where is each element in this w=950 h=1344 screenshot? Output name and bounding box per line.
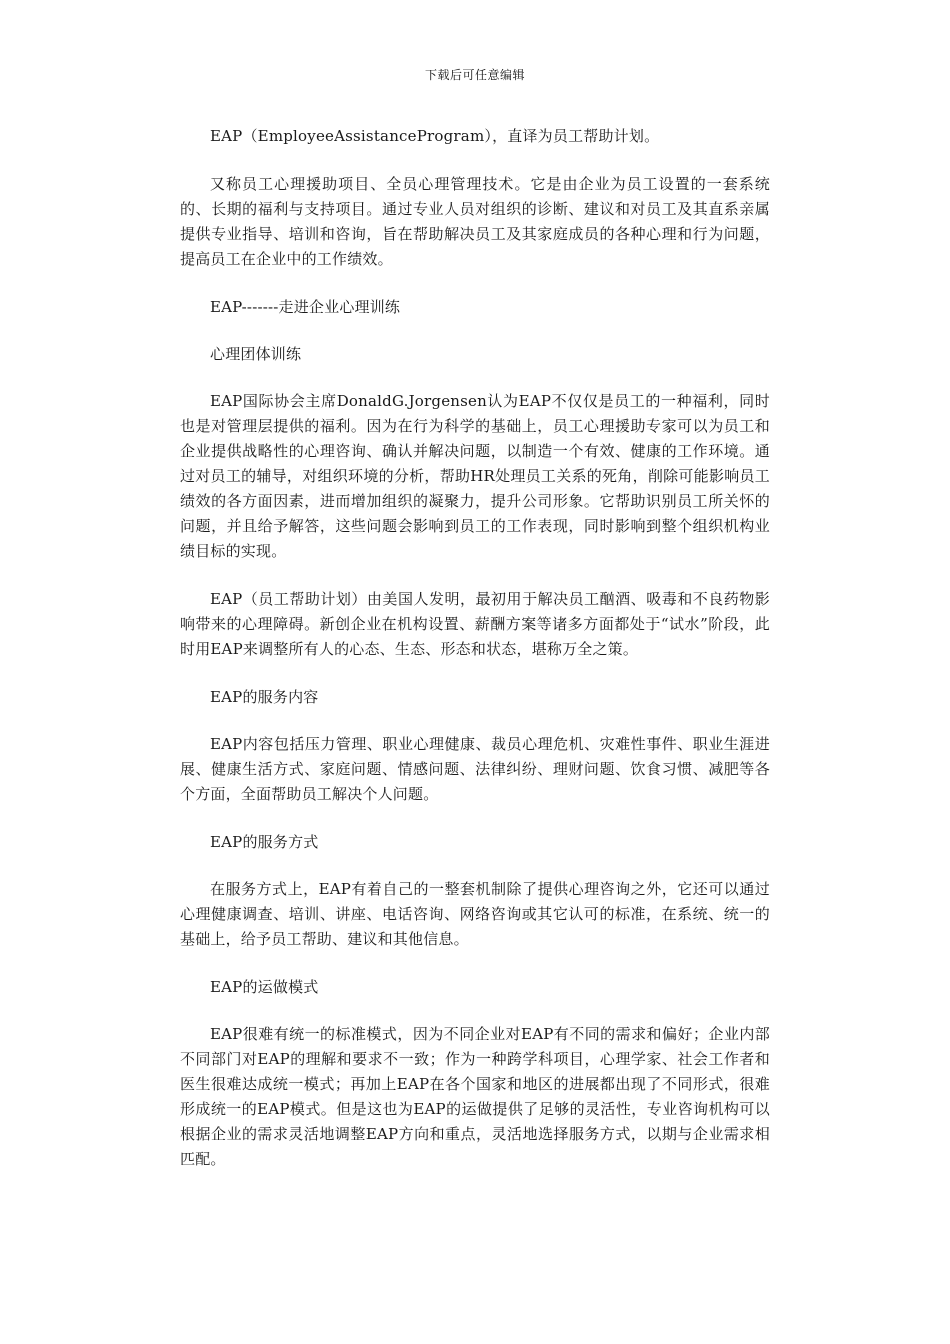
section-heading-service-method: EAP的服务方式: [210, 833, 319, 851]
paragraph-eap-description: 又称员工心理援助项目、全员心理管理技术。它是由企业为员工设置的一套系统的、长期的福利与支持项目。通过专业人员对组织的诊断、建议和对员工及其直系亲属提供专业指导、培训和咨询，旨在帮助解决员工及其家庭成员的各种心理和行为问题，提高员工在企业中的工作绩效。: [180, 175, 770, 268]
paragraph-service-method: 在服务方式上，EAP有着自己的一整套机制除了提供心理咨询之外，它还可以通过心理健康调查、培训、讲座、电话咨询、网络咨询或其它认可的标准，在系统、统一的基础上，给予员工帮助、建议和其他信息。: [180, 880, 770, 948]
section-heading-service-content: EAP的服务内容: [210, 688, 319, 706]
paragraph-eap-definition: EAP（EmployeeAssistanceProgram），直译为员工帮助计划。: [210, 127, 660, 145]
document-body: [180, 124, 770, 1195]
section-heading-operation-model: EAP的运做模式: [210, 978, 319, 996]
section-heading-enterprise-training: EAP-------走进企业心理训练: [210, 298, 401, 316]
paragraph-operation-model: EAP很难有统一的标准模式，因为不同企业对EAP有不同的需求和偏好；企业内部不同部门对EAP的理解和要求不一致；作为一种跨学科项目，心理学家、社会工作者和医生很难达成统一模式；再加上EAP在各个国家和地区的进展都出现了不同形式，很难形成统一的EAP模式。但是这也为EAP的运做提供了足够的灵活性，专业咨询机构可以根据企业的需求灵活地调整EAP方向和重点，灵活地选择服务方式，以期与企业需求相匹配。: [180, 1025, 770, 1168]
paragraph-jorgensen: EAP国际协会主席DonaldG.Jorgensen认为EAP不仅仅是员工的一种福利，同时也是对管理层提供的福利。因为在行为科学的基础上，员工心理援助专家可以为员工和企业提供战略性的心理咨询、确认并解决问题，以制造一个有效、健康的工作环境。通过对员工的辅导，对组织环境的分析，帮助HR处理员工关系的死角，削除可能影响员工绩效的各方面因素，进而增加组织的凝聚力，提升公司形象。它帮助识别员工所关怀的问题，并且给予解答，这些问题会影响到员工的工作表现，同时影响到整个组织机构业绩目标的实现。: [180, 392, 770, 560]
paragraph-eap-origin: EAP（员工帮助计划）由美国人发明，最初用于解决员工酗酒、吸毒和不良药物影响带来的心理障碍。新创企业在机构设置、薪酬方案等诸多方面都处于“试水”阶段，此时用EAP来调整所有人的心态、生态、形态和状态，堪称万全之策。: [180, 590, 770, 658]
paragraph-service-content: EAP内容包括压力管理、职业心理健康、裁员心理危机、灾难性事件、职业生涯进展、健康生活方式、家庭问题、情感问题、法律纠纷、理财问题、饮食习惯、减肥等各个方面，全面帮助员工解决个人问题。: [180, 735, 770, 803]
section-heading-group-training: 心理团体训练: [210, 345, 302, 363]
page-header: 下载后可任意编辑: [424, 68, 525, 82]
